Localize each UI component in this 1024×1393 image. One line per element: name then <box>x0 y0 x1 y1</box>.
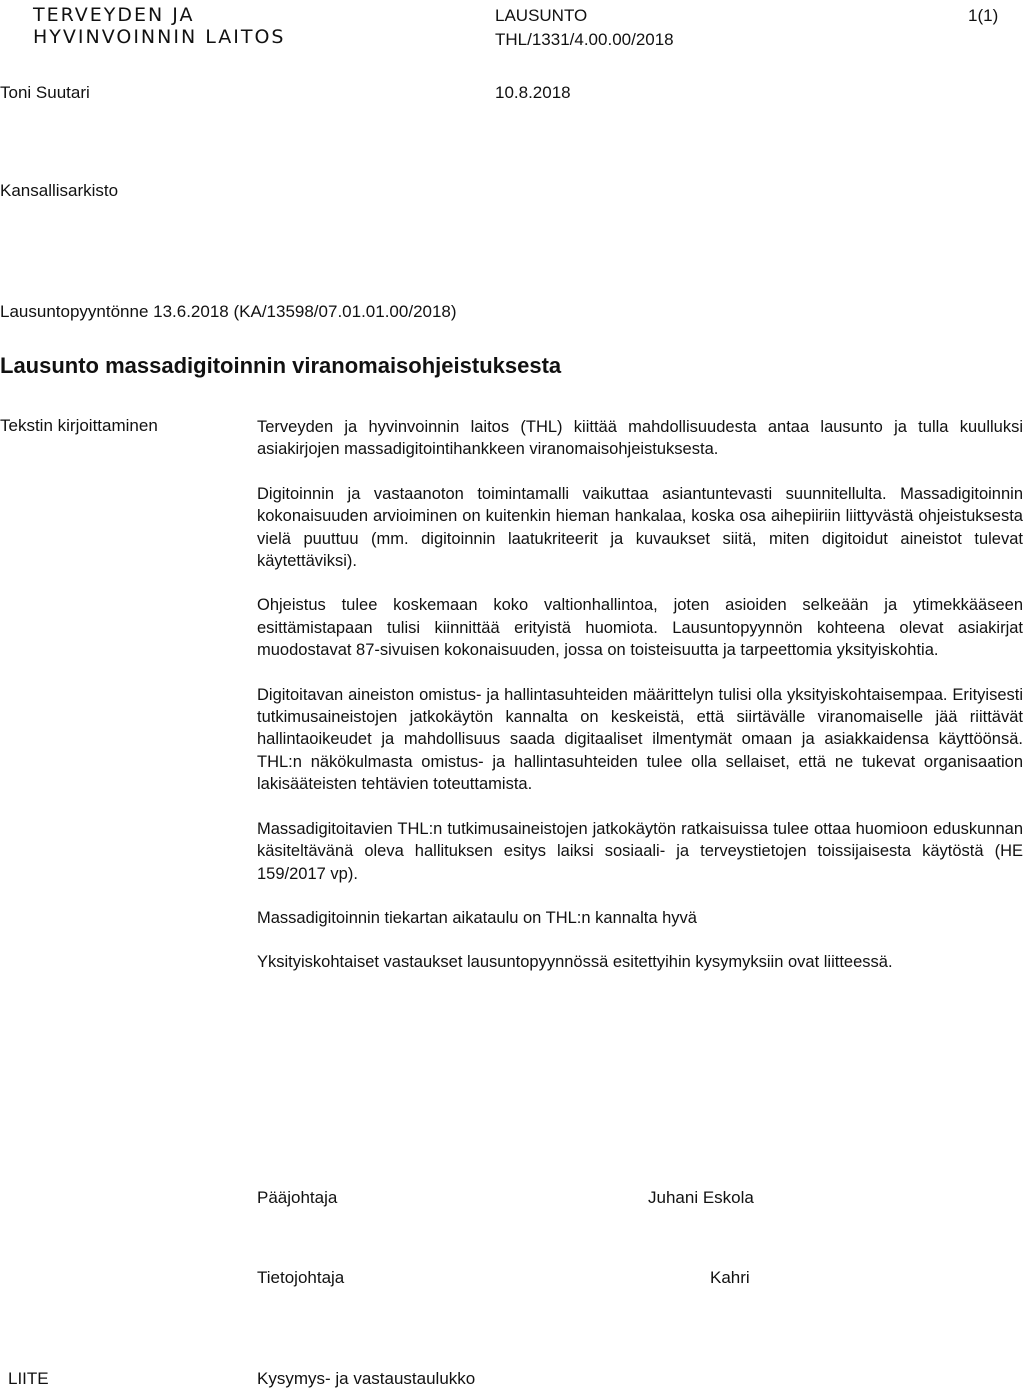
paragraph-2: Digitoinnin ja vastaanoton toimintamalli vaikuttaa asiantuntevasti suunnitellulta. Massadigitoinnin kokonaisuuden arvioiminen on kuitenkin hieman hankalaa, koska osa aihepiiriin liittyvästä ohjeistuksesta vielä puuttuu (mm. digitoinnin laatukriteerit ja kuvaukset siitä, miten digitoidut aineistot tulevat käytettäviksi). <box>257 484 1023 571</box>
signature-role-2: Tietojohtaja <box>257 1268 345 1287</box>
page-number: 1(1) <box>968 6 999 25</box>
page-title: Lausunto massadigitoinnin viranomaisohjeistuksesta <box>0 353 562 378</box>
paragraph-6: Massadigitoinnin tiekartan aikataulu on THL:n kannalta hyvä <box>257 908 697 927</box>
paragraph-5: Massadigitoitavien THL:n tutkimusaineistojen jatkokäytön ratkaisuissa tulee ottaa huomioon eduskunnan käsiteltävänä oleva hallituksen esitys laiksi sosiaali- ja terveystietojen toissijaisesta käytöstä (HE 159/2017 vp). <box>257 819 1023 883</box>
request-reference: Lausuntopyyntönne 13.6.2018 (KA/13598/07.01.01.00/2018) <box>0 302 457 321</box>
paragraph-1: Terveyden ja hyvinvoinnin laitos (THL) kiittää mahdollisuudesta antaa lausunto ja tulla kuulluksi asiakirjojen massadigitointihankkeen viranomaisohjeistuksesta. <box>257 418 1023 459</box>
side-heading: Tekstin kirjoittaminen <box>0 416 158 435</box>
recipient: Kansallisarkisto <box>0 181 119 200</box>
signature-name-2: Kahri <box>710 1268 750 1287</box>
reference-number: THL/1331/4.00.00/2018 <box>495 30 674 49</box>
paragraph-7: Yksityiskohtaiset vastaukset lausuntopyynnössä esitettyihin kysymyksiin ovat liitteessä. <box>257 953 893 972</box>
attachment-text: Kysymys- ja vastaustaulukko <box>257 1369 476 1388</box>
author-name: Toni Suutari <box>0 83 90 102</box>
signature-name-1: Juhani Eskola <box>648 1188 754 1207</box>
body-text <box>257 416 1023 996</box>
paragraph-3: Ohjeistus tulee koskemaan koko valtionhallintoa, joten asioiden selkeään ja ytimekkääseen esittämistapaan tulisi kiinnittää erityistä huomiota. Lausuntopyynnön kohteena olevat asiakirjat muodostavat 87-sivuisen kokonaisuuden, jossa on toisteisuutta ja tarpeettomia yksityiskohtia. <box>257 596 1023 660</box>
document-type: LAUSUNTO <box>495 6 588 25</box>
attachment-label: LIITE <box>8 1369 49 1388</box>
org-name-line1: TERVEYDEN JA <box>33 4 195 26</box>
document-date: 10.8.2018 <box>495 83 571 102</box>
signature-role-1: Pääjohtaja <box>257 1188 338 1207</box>
paragraph-4: Digitoitavan aineiston omistus- ja hallintasuhteiden määrittelyn tulisi olla yksityiskohtaisempaa. Erityisesti tutkimusaineistojen jatkokäytön kannalta on keskeistä, että siirtävälle viranomaiselle jää riittävät hallintaoikeudet ja mahdollisuus saada digitaaliset ilmentymät omaan ja asiakkaidensa käyttöönsä. THL:n näkökulmasta omistus- ja hallintasuhteiden tulee olla sellaiset, että ne tukevat organisaation lakisääteisten tehtävien toteuttamista. <box>257 685 1023 794</box>
org-name-line2: HYVINVOINNIN LAITOS <box>33 26 286 48</box>
